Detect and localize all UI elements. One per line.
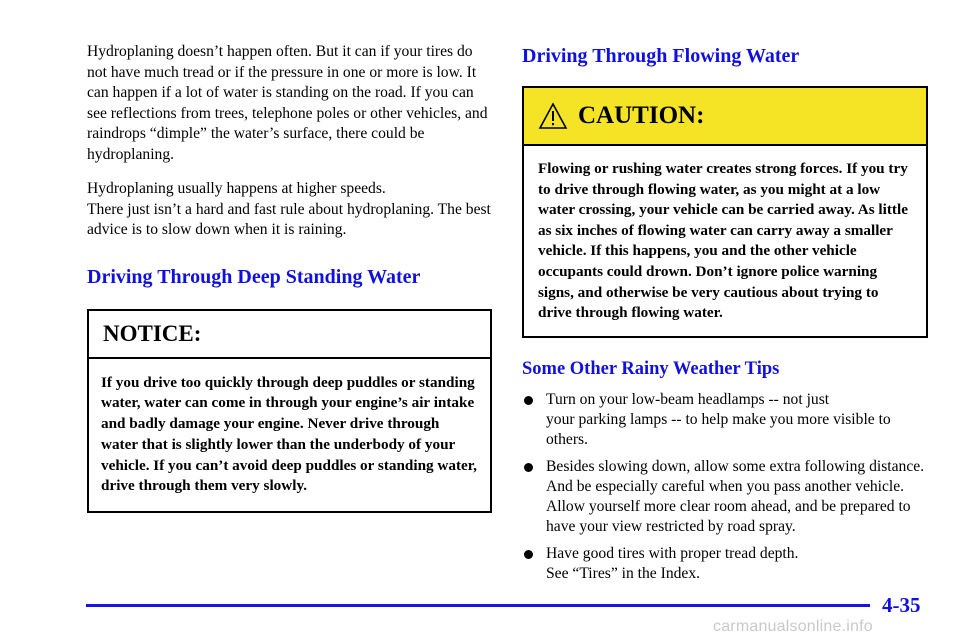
right-column	[522, 44, 928, 591]
tip-2-text: Besides slowing down, allow some extra following distance. And be especially careful when you pass another vehicle. Allow yourself more clear room ahead, and be prepared to have your view restricted by road spray.	[546, 457, 925, 535]
bullet-dot-icon	[524, 463, 533, 472]
page-number: 4-35	[882, 593, 921, 617]
rainy-tips-list	[522, 390, 928, 584]
flowing-water-heading: Driving Through Flowing Water	[522, 45, 800, 67]
left-column	[87, 42, 492, 513]
caution-header	[524, 88, 926, 146]
notice-box	[87, 309, 492, 514]
list-item	[522, 457, 928, 537]
list-item	[522, 544, 928, 584]
paragraph-2-line-1: Hydroplaning usually happens at higher speeds.	[87, 180, 386, 197]
footer-rule	[86, 604, 870, 607]
bullet-dot-icon	[524, 396, 533, 405]
hydroplaning-paragraph-1: Hydroplaning doesn’t happen often. But it can if your tires do not have much tread or if the pressure in one or more is low. It can happen if a lot of water is standing on the road. If you can see reflections from trees, telephone poles or other vehicles, and raindrops “dimple” the water’s surface, there could be hydroplaning.	[87, 43, 488, 163]
rainy-tips-heading: Some Other Rainy Weather Tips	[522, 358, 780, 379]
caution-text: Flowing or rushing water creates strong forces. If you try to drive through flowing water, as you might at a low water crossing, your vehicle can be carried away. As little as six inches of flowing water can carry away a smaller vehicle. If this happens, you and the other vehicle occupants could drown. Don’t ignore police warning signs, and otherwise be very cautious about trying to drive through flowing water.	[538, 160, 908, 322]
notice-title: NOTICE:	[89, 311, 490, 359]
warning-triangle-icon	[538, 102, 568, 130]
tip-3-line-1: Have good tires with proper tread depth.	[546, 544, 799, 562]
list-item	[522, 390, 928, 450]
caution-box	[522, 86, 928, 338]
deep-water-heading: Driving Through Deep Standing Water	[87, 265, 421, 288]
watermark: carmanualsonline.info	[713, 618, 873, 635]
notice-text: If you drive too quickly through deep puddles or standing water, water can come in through your engine’s air intake and badly damage your engine. Never drive through water that is slightly lower than the underbody of your vehicle. If you can’t avoid deep puddles or standing water, drive through them very slowly.	[101, 373, 477, 495]
hydroplaning-paragraph-2	[87, 179, 492, 241]
tip-1-line-1: Turn on your low-beam headlamps -- not just	[546, 390, 830, 408]
tip-1-line-2: your parking lamps -- to help make you more visible to others.	[546, 410, 891, 448]
bullet-dot-icon	[524, 550, 533, 559]
paragraph-2-line-2: There just isn’t a hard and fast rule about hydroplaning. The best advice is to slow down when it is raining.	[87, 200, 491, 238]
caution-title: CAUTION:	[578, 102, 705, 129]
tip-3-line-2: See “Tires” in the Index.	[546, 564, 701, 582]
